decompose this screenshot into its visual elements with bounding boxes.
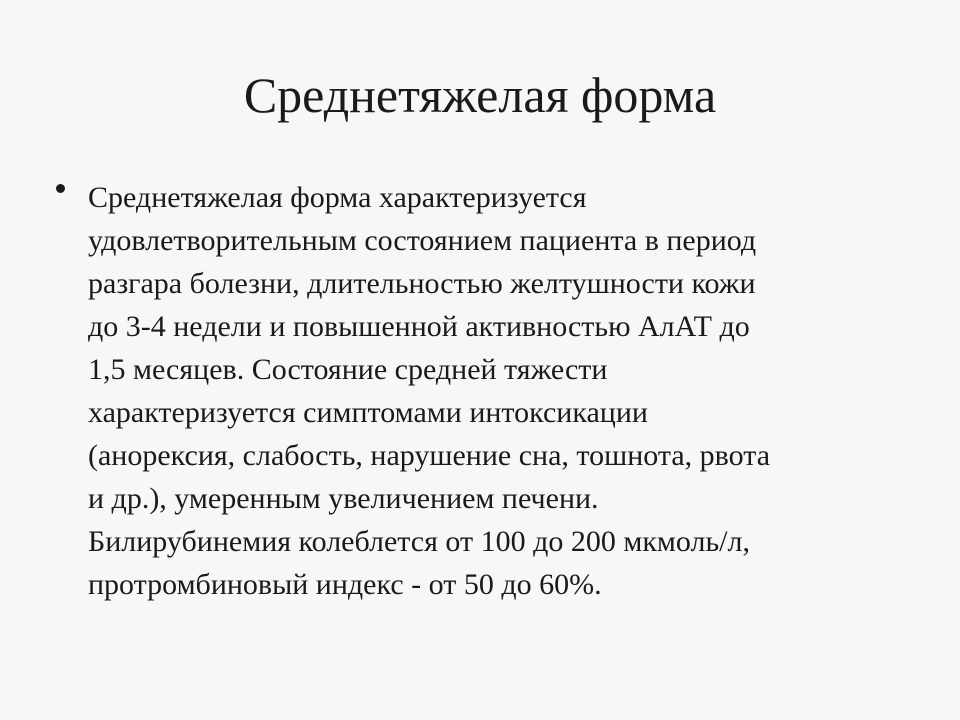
slide-title: Среднетяжелая форма — [243, 67, 717, 123]
slide-body — [56, 176, 916, 606]
bullet-line: до 3-4 недели и повышенной активностью АлАТ до — [88, 310, 750, 343]
bullet-line: протромбиновый индекс - от 50 до 60%. — [88, 568, 602, 601]
bullet-line: (анорексия, слабость, нарушение сна, тошнота, рвота — [88, 439, 771, 472]
bullet-line: Среднетяжелая форма характеризуется — [88, 181, 587, 214]
bullet-item — [56, 176, 916, 606]
bullet-line: 1,5 месяцев. Состояние средней тяжести — [88, 353, 608, 386]
bullet-line: разгара болезни, длительностью желтушности кожи — [88, 267, 756, 300]
bullet-line: и др.), умеренным увеличением печени. — [88, 482, 599, 515]
bullet-line: характеризуется симптомами интоксикации — [88, 396, 648, 429]
bullet-dot-icon — [56, 184, 65, 193]
bullet-line: удовлетворительным состоянием пациента в период — [88, 224, 757, 257]
bullet-text — [88, 176, 916, 606]
bullet-line: Билирубинемия колеблется от 100 до 200 мкмоль/л, — [88, 525, 750, 558]
